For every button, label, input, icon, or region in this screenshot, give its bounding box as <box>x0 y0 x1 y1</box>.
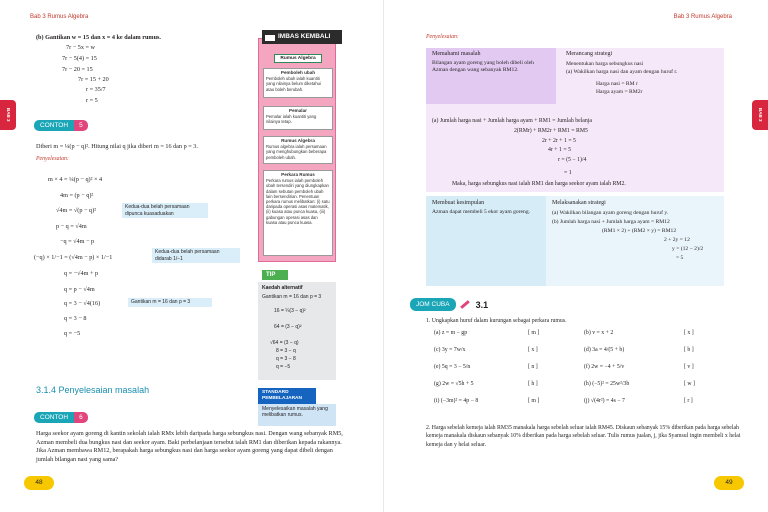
exercise-item: (h) (−5)² = 25w²/3b <box>584 381 630 387</box>
imbas-subtitle: Rumus Algebra <box>274 54 322 63</box>
box-body: Rumus algebra ialah persamaan yang menghubungkan beberapa pemboleh ubah. <box>266 144 327 160</box>
tip-line-1: Gantikan m = 16 dan p = 3 <box>262 294 322 300</box>
question-2: 2. Harga sebelah kemeja ialah RM35 manakala harga sebelah seluar ialah RM45. Diskaun sebanyak 15% diberikan pada harga sebelah kemeja manakala diskaun sebanyak 10% diberikan pada harga sebelah seluar. Tulis rumus jualan, j, jika Syamsul ingin membeli x helai kemeja dan y helai seluar. <box>426 425 741 448</box>
c5-step-11: q = −5 <box>64 330 81 337</box>
box-body: Perkara rumus ialah pemboleh ubah tersendiri yang diungkapkan dalam sebutan pemboleh ubah lain bersendirian. Penentuan perkara rumus melibatkan: (i) satu daripada operasi asas matematik, (ii) kuasa atau punca kuasa, (iii) gabungan operasi asas dan kuasa atau punca kuasa. <box>266 178 330 225</box>
panel-line: Harga ayam = RM2r <box>596 89 643 95</box>
panel-heading: Membuat kesimpulan <box>432 200 485 206</box>
note-multiply: Kedua-dua belah persamaan didarab 1/−1 <box>152 248 240 263</box>
chapter-tab-right: BAB 3 <box>752 100 768 130</box>
box-pemalar <box>263 106 333 130</box>
tip-title: Kaedah alternatif <box>262 285 303 291</box>
contoh-number: 6 <box>74 412 88 423</box>
panel-line: = 5 <box>676 255 684 261</box>
question-1: 1. Ungkapkan huruf dalam kurungan sebagai perkara rumus. <box>426 318 567 324</box>
exercise-subject: [ w ] <box>684 381 695 387</box>
sol-line-5: r = (5 − 1)/4 <box>558 157 587 163</box>
c5-step-8: q = p − √4m <box>64 286 95 293</box>
sol-line-7: Maka, harga sebungkus nasi ialah RM1 dan harga seekor ayam ialah RM2. <box>452 181 626 187</box>
tip-line-6: q = 3 − 8 <box>276 356 296 362</box>
contoh-6-badge <box>34 412 88 423</box>
tip-line-4: √64 = (3 − q) <box>270 340 299 346</box>
contoh-number: 5 <box>74 120 88 131</box>
c5-step-7: q = −√4m + p <box>64 270 99 277</box>
qb-step-5: r = 35/7 <box>86 86 106 93</box>
qb-step-2: 7r − 5(4) = 15 <box>62 55 97 62</box>
exercise-subject: [ b ] <box>684 347 694 353</box>
c5-step-9: q = 3 − √4(16) <box>64 300 101 307</box>
exercise-item: (j) √(4r²) = 4s − 7 <box>584 398 625 404</box>
sol-line-2: 2(RMr) + RM2r + RM1 = RM5 <box>514 128 588 134</box>
qb-step-1: 7r − 5x = w <box>66 44 95 51</box>
exercise-item: (b) v = x + 2 <box>584 330 614 336</box>
exercise-item: (i) (−3m)² = 4p − 8 <box>434 398 479 404</box>
running-header-left: Bab 3 Rumus Algebra <box>30 14 89 20</box>
c5-step-6: (−q) × 1/−1 = (√4m − p) × 1/−1 <box>34 254 113 261</box>
panel-kesimpulan <box>426 196 546 286</box>
panel-heading: Melaksanakan strategi <box>552 200 606 206</box>
exercise-subject: [ v ] <box>684 364 694 370</box>
panel-line: 2 + 2y = 12 <box>664 237 690 243</box>
panel-heading: Merancang strategi <box>566 51 613 57</box>
box-body: Pemalar ialah kuantiti yang nilainya tetap. <box>266 114 317 125</box>
section-heading: 3.1.4 Penyelesaian masalah <box>36 385 150 395</box>
standard-pembelajaran-text: Menyelesaikan masalah yang melibatkan rumus. <box>258 404 336 426</box>
panel-line: (b) Jumlah harga nasi + Jumlah harga ayam = RM12 <box>552 219 670 225</box>
penyelesaian-label-left: Penyelesaian: <box>36 156 69 162</box>
exercise-subject: [ n ] <box>528 364 538 370</box>
c5-step-3: √4m = √(p − q)² <box>56 207 97 214</box>
exercise-subject: [ h ] <box>528 381 538 387</box>
panel-line: (RM1 × 2) + (RM2 × y) = RM12 <box>602 228 677 234</box>
jom-cuba-label: JOM CUBA <box>410 298 456 311</box>
page-number-right: 49 <box>714 476 744 490</box>
qb-step-4: 7r = 15 + 20 <box>78 76 109 83</box>
chapter-tab-left: BAB 3 <box>0 100 16 130</box>
exercise-item: (f) 2w = −4 + 5/v <box>584 364 625 370</box>
exercise-subject: [ x ] <box>684 330 694 336</box>
clapperboard-icon <box>265 33 275 41</box>
c5-step-5: −q = √4m − p <box>60 238 95 245</box>
running-header-right: Bab 3 Rumus Algebra <box>673 14 732 20</box>
sol-line-6: = 1 <box>564 170 572 176</box>
panel-body: Bilangan ayam goreng yang boleh dibeli oleh Azman dengan wang sebanyak RM12. <box>432 60 534 73</box>
imbas-kembali-title: IMBAS KEMBALI <box>278 33 331 40</box>
box-heading: Pemalar <box>289 108 307 113</box>
box-body: Pemboleh ubah ialah kuantiti yang nilainya belum diketahui atau boleh berubah. <box>266 76 321 92</box>
question-b-line: (b) Gantikan w = 15 dan x = 4 ke dalam rumus. <box>36 34 161 41</box>
box-perkara-rumus <box>263 170 333 256</box>
tip-line-3: 64 = (3 − q)² <box>274 324 302 330</box>
exercise-item: (a) z = m − gp <box>434 330 468 336</box>
tip-header: TIP <box>262 270 288 280</box>
contoh-5-question: Diberi m = ¼(p − q)². Hitung nilai q jika diberi m = 16 dan p = 3. <box>36 143 198 150</box>
contoh-5-badge <box>34 120 88 131</box>
box-heading: Rumus Algebra <box>281 138 315 143</box>
tip-line-7: q = −5 <box>276 364 291 370</box>
penyelesaian-label-right: Penyelesaian: <box>426 34 459 40</box>
panel-line: (a) Wakilkan bilangan ayam goreng dengan huruf y. <box>552 210 669 216</box>
right-page <box>384 0 768 512</box>
c5-step-10: q = 3 − 8 <box>64 315 87 322</box>
page-number-left: 48 <box>24 476 54 490</box>
box-heading: Pemboleh ubah <box>280 70 316 75</box>
c5-step-2: 4m = (p − q)² <box>60 192 94 199</box>
panel-line: Menentukan harga sebungkus nasi <box>566 61 644 67</box>
exercise-subject: [ x ] <box>528 347 538 353</box>
jom-cuba-number: 3.1 <box>475 299 489 310</box>
jom-cuba-badge <box>410 298 488 311</box>
note-square-root: Kedua-dua belah persamaan dipunca kuasaduakan <box>122 203 208 218</box>
exercise-item: (e) 5q = 3 − 5/n <box>434 364 471 370</box>
box-heading: Perkara Rumus <box>281 172 315 177</box>
sol-line-3: 2r + 2r + 1 = 5 <box>542 138 576 144</box>
exercise-item: (g) 2w = √5h + 5 <box>434 381 474 387</box>
pencil-icon <box>460 300 470 309</box>
panel-melaksanakan <box>546 196 724 286</box>
imbas-kembali-header <box>262 30 342 44</box>
panel-memahami <box>426 48 556 104</box>
box-rumus-algebra <box>263 136 333 164</box>
panel-heading: Memahami masalah <box>432 51 481 57</box>
note-substitute: Gantikan m = 16 dan p = 3 <box>128 298 212 307</box>
contoh-label: CONTOH <box>34 120 74 131</box>
exercise-item: (c) 3y = 7w/x <box>434 347 466 353</box>
box-pemboleh-ubah <box>263 68 333 98</box>
tip-line-5: 8 = 3 − q <box>276 348 296 354</box>
exercise-subject: [ m ] <box>528 398 540 404</box>
qb-step-6: r = 5 <box>86 97 98 104</box>
panel-line: (a) Wakilkan harga nasi dan ayam dengan huruf r. <box>566 69 678 75</box>
exercise-item: (d) 3a = 4/(5 + b) <box>584 347 625 353</box>
contoh-label: CONTOH <box>34 412 74 423</box>
sol-line-4: 4r + 1 = 5 <box>548 147 571 153</box>
c5-step-4: p − q = √4m <box>56 223 87 230</box>
panel-line: y = (12 − 2)/2 <box>672 246 704 252</box>
panel-line: Harga nasi = RM r <box>596 81 638 87</box>
contoh-6-text: Harga seekor ayam goreng di kantin sekolah ialah RMx lebih daripada harga sebungkus nasi. Dengan wang sebanyak RM5, Azman membeli dua bungkus nasi dan seekor ayam. Baki perbelanjaan tersebut ialah RM1 dan diberikan kepada rakannya. Jika Azman membawa RM12, berapakah harga sebungkus nasi dan harga seekor ayam goreng yang dapat dibeli dengan jumlah bilangan nasi yang sama? <box>36 430 343 463</box>
c5-step-1: m × 4 = ¼(p − q)² × 4 <box>48 176 103 183</box>
panel-body: Azman dapat membeli 5 ekor ayam goreng. <box>432 209 531 215</box>
sol-line-1: (a) Jumlah harga nasi + Jumlah harga ayam + RM1 = Jumlah belanja <box>432 118 592 124</box>
tip-line-2: 16 = ¼(3 − q)² <box>274 308 306 314</box>
qb-step-3: 7r − 20 = 15 <box>62 66 93 73</box>
exercise-subject: [ m ] <box>528 330 540 336</box>
standard-pembelajaran-header: STANDARD PEMBELAJARAN <box>258 388 316 404</box>
exercise-subject: [ r ] <box>684 398 693 404</box>
